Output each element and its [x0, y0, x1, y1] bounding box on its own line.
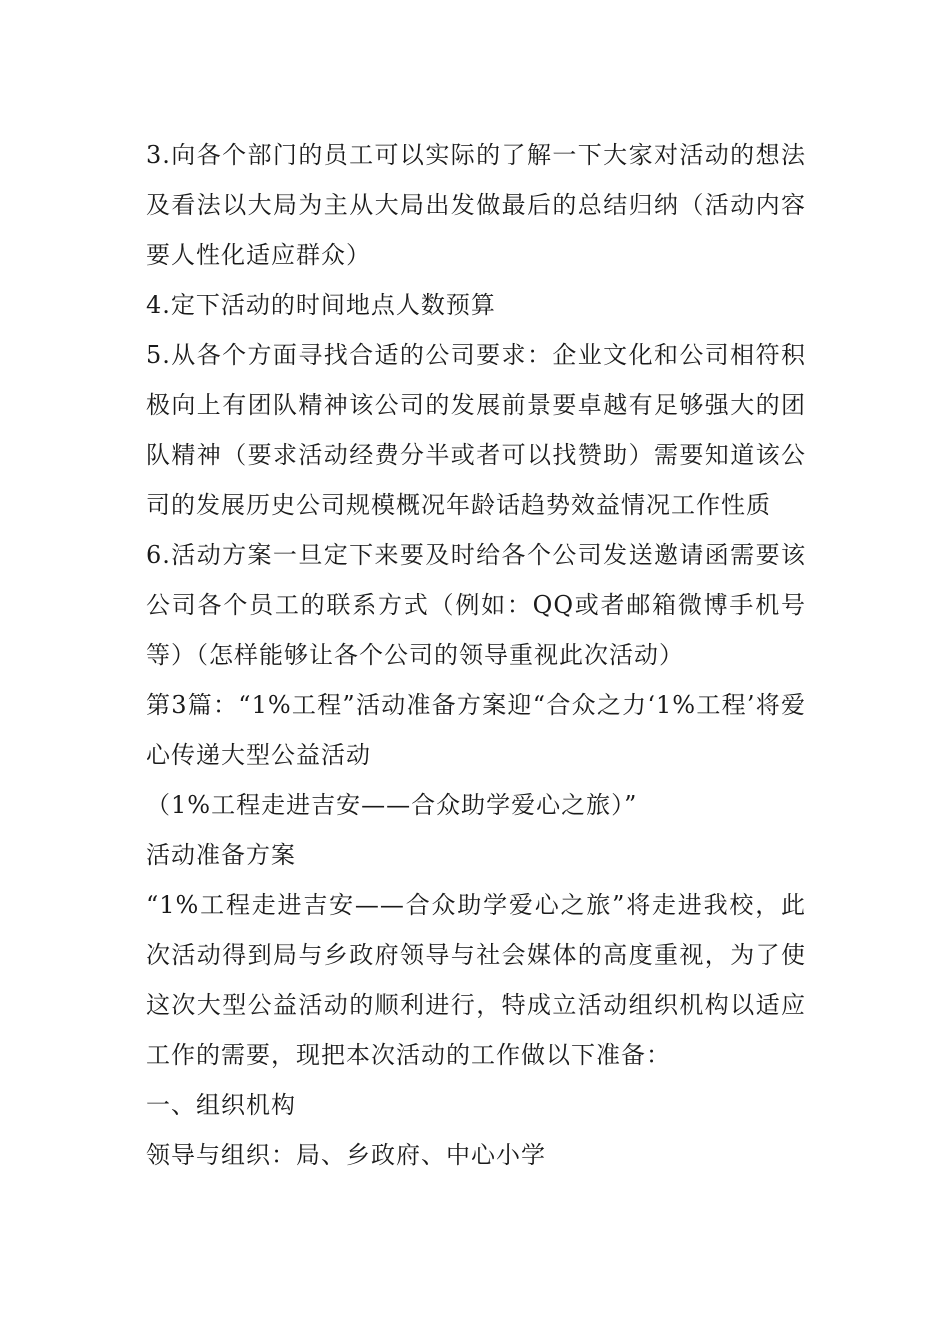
plan-title: 活动准备方案	[146, 841, 296, 869]
paragraph-step-4: 4.定下活动的时间地点人数预算	[146, 291, 496, 319]
paragraph-leadership: 领导与组织：局、乡政府、中心小学	[146, 1141, 546, 1169]
document-body	[146, 130, 806, 1180]
section-subtitle: （1%工程走进吉安——合众助学爱心之旅）”	[146, 791, 638, 819]
paragraph-step-6: 6.活动方案一旦定下来要及时给各个公司发送邀请函需要该公司各个员工的联系方式（例如：QQ或者邮箱微博手机号等）（怎样能够让各个公司的领导重视此次活动）	[146, 541, 806, 669]
paragraph-step-5: 5.从各个方面寻找合适的公司要求：企业文化和公司相符积极向上有团队精神该公司的发展前景要卓越有足够强大的团队精神（要求活动经费分半或者可以找赞助）需要知道该公司的发展历史公司规模概况年龄话趋势效益情况工作性质	[146, 341, 806, 519]
paragraph-step-3: 3.向各个部门的员工可以实际的了解一下大家对活动的想法及看法以大局为主从大局出发做最后的总结归纳（活动内容要人性化适应群众）	[146, 141, 806, 269]
heading-organization: 一、组织机构	[146, 1091, 296, 1119]
paragraph-intro: “1%工程走进吉安——合众助学爱心之旅”将走进我校，此次活动得到局与乡政府领导与社会媒体的高度重视，为了使这次大型公益活动的顺利进行，特成立活动组织机构以适应工作的需要，现把本次活动的工作做以下准备：	[146, 891, 806, 1069]
section-heading-part-3: 第3篇：“1%工程”活动准备方案迎“合众之力‘1%工程’将爱心传递大型公益活动	[146, 691, 806, 769]
